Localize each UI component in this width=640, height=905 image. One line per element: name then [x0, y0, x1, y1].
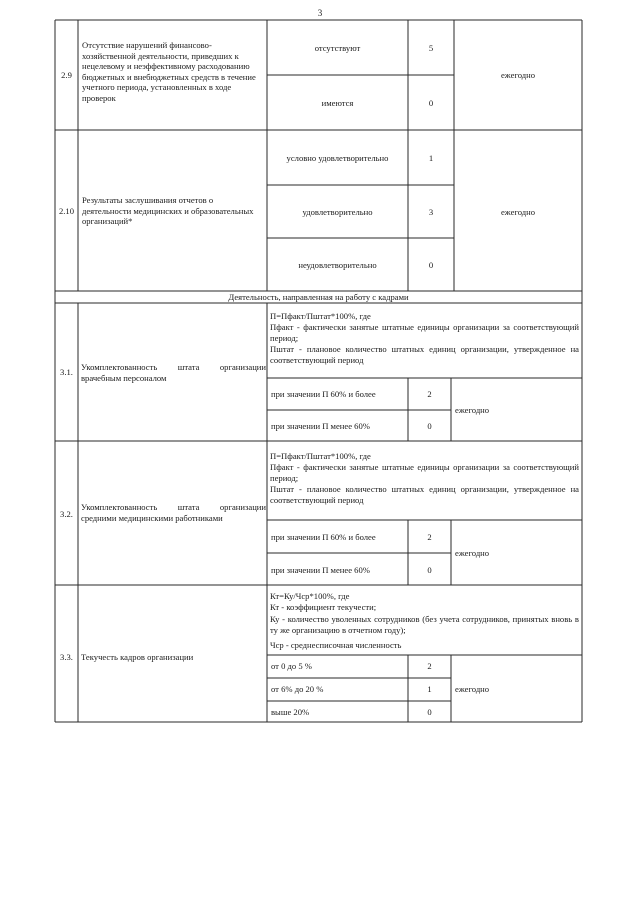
formula-line: Пштат - плановое количество штатных единиц организации, утвержденное на соответствующий период — [270, 484, 579, 505]
period-text: ежегодно — [500, 207, 536, 217]
formula-line: П=Пфакт/Пштат*100%, где — [270, 311, 371, 321]
option-label: имеются — [321, 98, 354, 108]
period-text: ежегодно — [455, 405, 490, 415]
option-score: 0 — [428, 98, 434, 108]
row-number: 3.2. — [60, 509, 73, 519]
indicator-text: Текучесть кадров организации — [81, 652, 194, 662]
option-label: отсутствуют — [314, 43, 361, 53]
formula-line: Чср - среднесписочная численность — [270, 640, 402, 650]
option-label: условно удовлетворительно — [286, 153, 389, 163]
option-label: неудовлетворительно — [298, 260, 377, 270]
row-number: 2.10 — [58, 206, 75, 216]
formula-line: Кт=Ку/Чср*100%, где — [270, 591, 350, 601]
indicator-text: Отсутствие нарушений финансово-хозяйственной деятельности, приведших к нецелевому и неэффективному расходованию бюджетных и внебюджетных средств в течение учетного периода, установленных в ходе проверок — [82, 40, 256, 103]
option-label: при значении П менее 60% — [271, 421, 370, 431]
formula-line: Пфакт - фактически занятые штатные единицы организации за соответствующий период; — [270, 462, 579, 483]
option-label: при значении П 60% и более — [271, 532, 376, 542]
option-label: выше 20% — [271, 707, 310, 717]
option-score: 2 — [427, 661, 432, 671]
row-number: 3.1. — [60, 367, 73, 377]
page-number: 3 — [317, 8, 323, 18]
period-text: ежегодно — [455, 684, 490, 694]
indicator-text: Результаты заслушивания отчетов о деятельности медицинских и образовательных организаций* — [82, 195, 254, 226]
option-score: 0 — [427, 565, 432, 575]
option-label: от 6% до 20 % — [271, 684, 324, 694]
option-score: 3 — [428, 207, 434, 217]
formula-line: Пштат - плановое количество штатных единиц организации, утвержденное на соответствующий период — [270, 344, 579, 365]
option-score: 0 — [428, 260, 434, 270]
indicator-text: Укомплектованность штата организации средними медицинскими работниками — [81, 502, 266, 523]
period-text: ежегодно — [500, 70, 536, 80]
option-score: 2 — [427, 389, 432, 399]
formula-line: Кт - коэффициент текучести; — [270, 602, 377, 612]
option-score: 0 — [427, 421, 432, 431]
option-score: 2 — [427, 532, 432, 542]
formula-line: Пфакт - фактически занятые штатные единицы организации за соответствующий период; — [270, 322, 579, 343]
period-text: ежегодно — [455, 548, 490, 558]
option-score: 1 — [427, 684, 432, 694]
option-score: 0 — [427, 707, 432, 717]
option-label: при значении П менее 60% — [271, 565, 370, 575]
formula-line: Ку - количество уволенных сотрудников (без учета сотрудников, принятых вновь в ту же организацию в отчетном году); — [270, 614, 579, 635]
option-label: от 0 до 5 % — [271, 661, 312, 671]
formula-line: П=Пфакт/Пштат*100%, где — [270, 451, 371, 461]
section-title: Деятельность, направленная на работу с кадрами — [228, 292, 409, 302]
option-label: при значении П 60% и более — [271, 389, 376, 399]
row-number: 3.3. — [60, 652, 73, 662]
row-number: 2.9 — [61, 70, 72, 80]
option-label: удовлетворительно — [302, 207, 373, 217]
indicator-text: Укомплектованность штата организации врачебным персоналом — [81, 362, 266, 383]
option-score: 1 — [428, 153, 434, 163]
option-score: 5 — [428, 43, 434, 53]
